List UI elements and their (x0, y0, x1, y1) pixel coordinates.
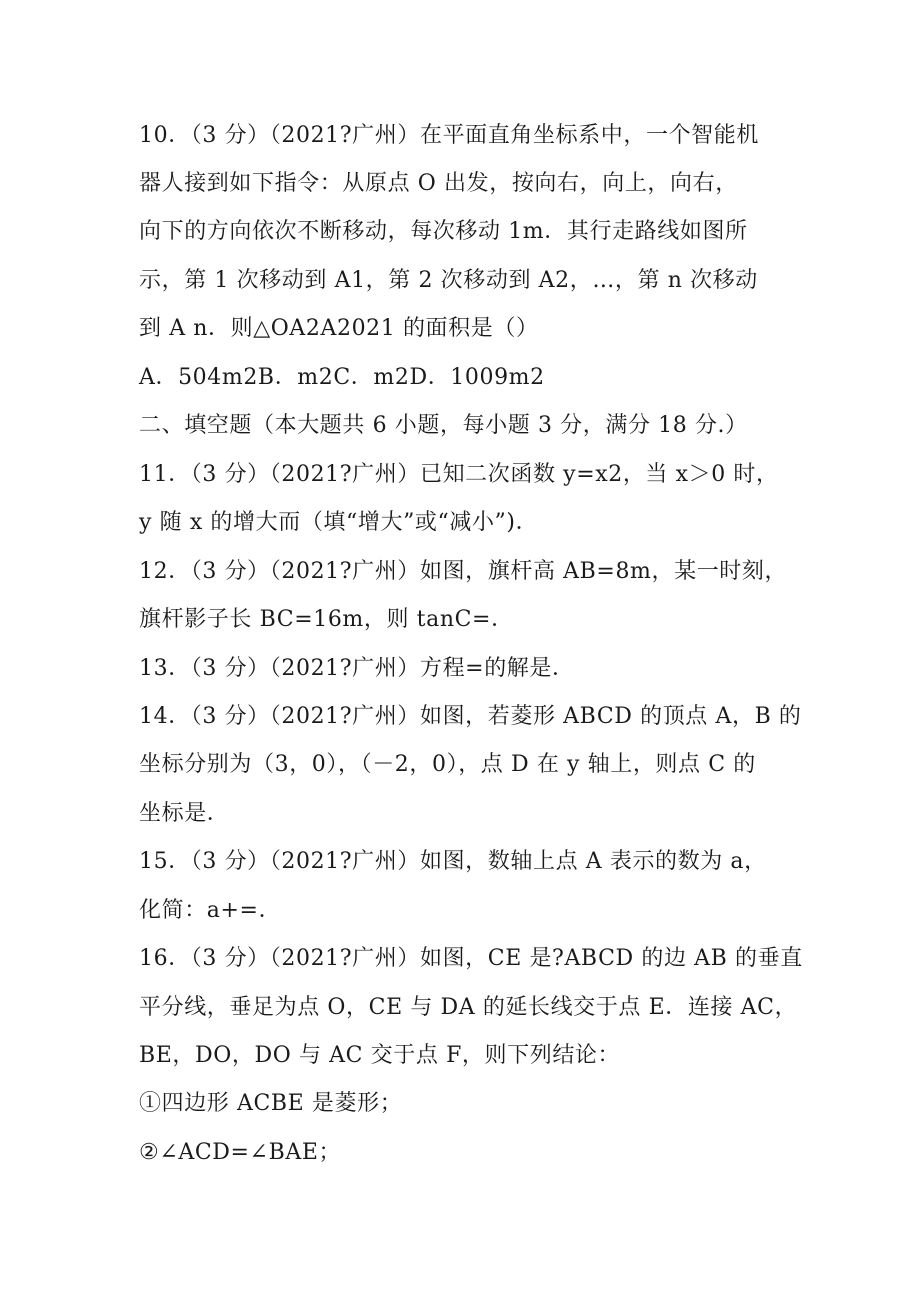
question-10-options: A．504m2B．m2C．m2D．1009m2 (139, 365, 545, 390)
question-10-line-4: 示，第 1 次移动到 A1，第 2 次移动到 A2，…，第 n 次移动 (139, 268, 758, 293)
question-15-line-2: 化简：a+=． (139, 898, 282, 923)
question-16-line-1: 16．（3 分）（2021?广州）如图，CE 是?ABCD 的边 AB 的垂直 (139, 946, 803, 971)
question-14-line-2: 坐标分别为（3，0），（－2，0），点 D 在 y 轴上，则点 C 的 (139, 752, 756, 777)
question-14-line-1: 14．（3 分）（2021?广州）如图，若菱形 ABCD 的顶点 A，B 的 (139, 704, 802, 729)
question-10-line-2: 器人接到如下指令：从原点 O 出发，按向右，向上，向右， (139, 171, 738, 196)
question-11-line-2: y 随 x 的增大而（填“增大”或“减小”)． (139, 510, 539, 535)
question-14-line-3: 坐标是． (139, 801, 230, 826)
question-10-line-5: 到 A n．则△OA2A2021 的面积是（） (139, 316, 539, 341)
question-10-line-3: 向下的方向依次不断移动，每次移动 1m．其行走路线如图所 (139, 219, 748, 244)
question-12-line-2: 旗杆影子长 BC=16m，则 tanC=． (139, 607, 514, 632)
question-10-line-1: 10．（3 分）（2021?广州）在平面直角坐标系中，一个智能机 (139, 123, 759, 148)
question-16-line-3: BE，DO，DO 与 AC 交于点 F，则下列结论： (139, 1043, 621, 1068)
question-12-line-1: 12．（3 分）（2021?广州）如图，旗杆高 AB=8m，某一时刻， (139, 559, 788, 584)
question-11-line-1: 11．（3 分）（2021?广州）已知二次函数 y=x2，当 x＞0 时， (139, 462, 779, 487)
question-16-line-2: 平分线，垂足为点 O，CE 与 DA 的延长线交于点 E．连接 AC， (139, 995, 798, 1020)
question-16-conclusion-2: ②∠ACD=∠BAE； (139, 1140, 342, 1165)
question-16-conclusion-1: ①四边形 ACBE 是菱形； (139, 1091, 403, 1116)
question-15-line-1: 15．（3 分）（2021?广州）如图，数轴上点 A 表示的数为 a， (139, 849, 767, 874)
question-13-line-1: 13．（3 分）（2021?广州）方程=的解是． (139, 656, 575, 681)
section-2-heading: 二、填空题（本大题共 6 小题，每小题 3 分，满分 18 分.） (139, 413, 748, 438)
